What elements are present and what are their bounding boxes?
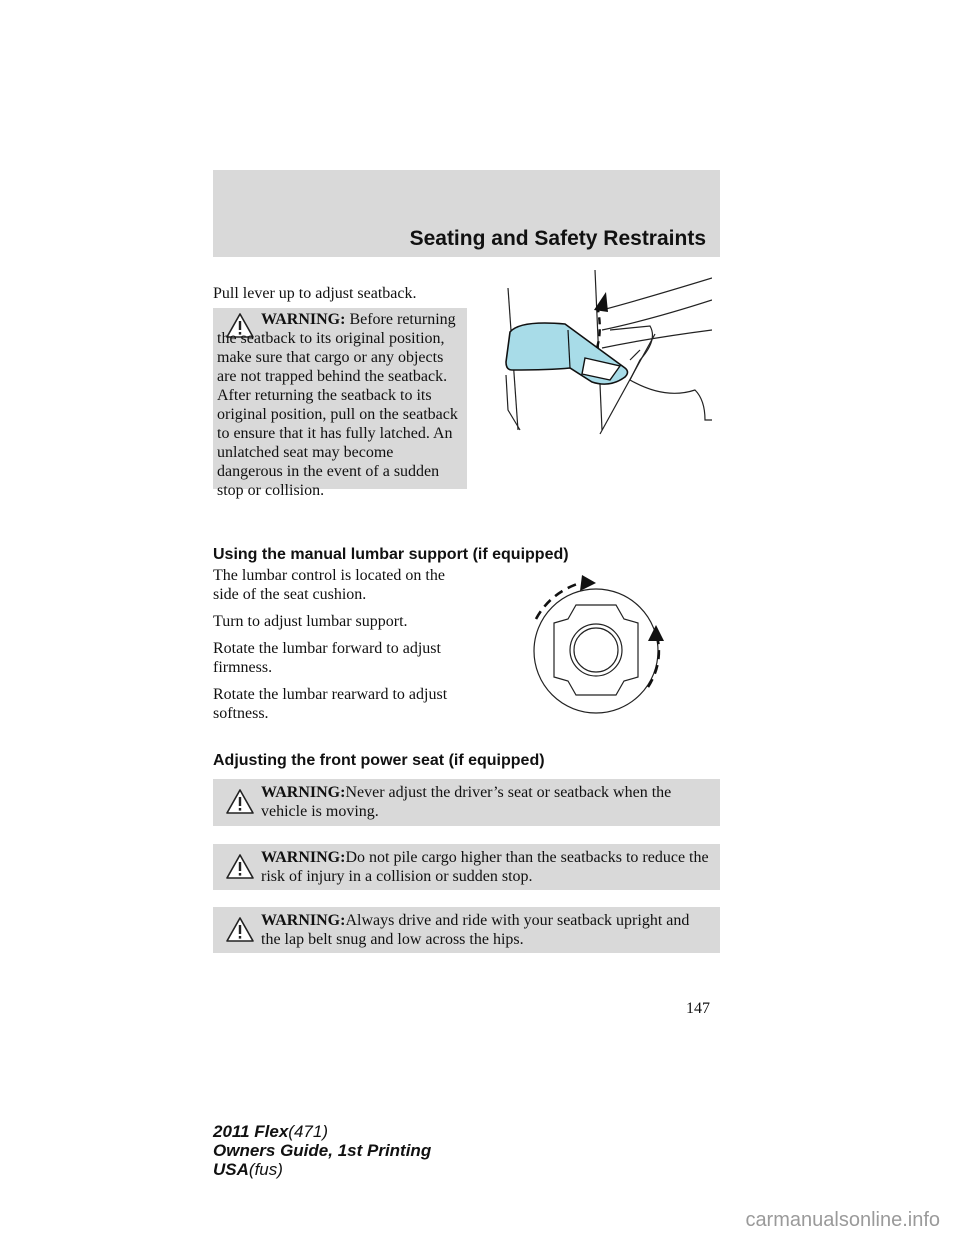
footer-line-3: USA(fus): [213, 1160, 283, 1179]
footer-line-2: Owners Guide, 1st Printing: [213, 1141, 432, 1160]
page-number: 147: [686, 1000, 710, 1017]
lumbar-heading: Using the manual lumbar support (if equipped): [213, 546, 569, 563]
power-seat-warning-1: [213, 779, 720, 826]
warning-triangle-icon: [225, 916, 255, 943]
lumbar-knob-illustration: [520, 575, 675, 725]
power-seat-warning-2: [213, 844, 720, 890]
section-title: Seating and Safety Restraints: [409, 227, 706, 250]
warning-label: WARNING:: [261, 849, 346, 866]
seatback-lever-illustration: [490, 270, 712, 440]
power-seat-warning-3: [213, 907, 720, 953]
print-footer: [213, 1122, 431, 1179]
lumbar-paragraph-1: The lumbar control is located on the side of the seat cushion.: [213, 567, 445, 603]
section-header: [213, 170, 720, 257]
warning-label: WARNING:: [261, 912, 346, 929]
seatback-instruction: Pull lever up to adjust seatback.: [213, 285, 417, 302]
lumbar-paragraph-4: Rotate the lumbar rearward to adjust softness.: [213, 686, 448, 722]
power-seat-heading: Adjusting the front power seat (if equipped): [213, 752, 545, 769]
warning-body: Do not pile cargo higher than the seatbacks to reduce the risk of injury in a collision or sudden stop.: [261, 849, 709, 885]
lumbar-paragraph-2: Turn to adjust lumbar support.: [213, 613, 408, 630]
warning-triangle-icon: [225, 853, 255, 880]
watermark: carmanualsonline.info: [745, 1209, 940, 1231]
warning-label: WARNING:: [261, 784, 346, 801]
warning-body: Always drive and ride with your seatback upright and the lap belt snug and low across the hips.: [261, 912, 690, 948]
footer-line-1: 2011 Flex(471): [213, 1122, 328, 1141]
lumbar-paragraphs: [213, 566, 473, 723]
warning-label: WARNING:: [261, 311, 346, 328]
lumbar-paragraph-3: Rotate the lumbar forward to adjust firmness.: [213, 640, 441, 676]
warning-body: Never adjust the driver’s seat or seatback when the vehicle is moving.: [261, 784, 672, 820]
seatback-warning-body: Before returning the seatback to its original position, make sure that cargo or any objects are not trapped behind the seatback. After returning the seatback to its original position, pull on the seatback to ensure that it has fully latched. An unlatched seat may become dangerous in the event of a sudden stop or collision.: [217, 311, 458, 499]
warning-triangle-icon: [225, 788, 255, 815]
seatback-warning-text: [217, 310, 463, 500]
